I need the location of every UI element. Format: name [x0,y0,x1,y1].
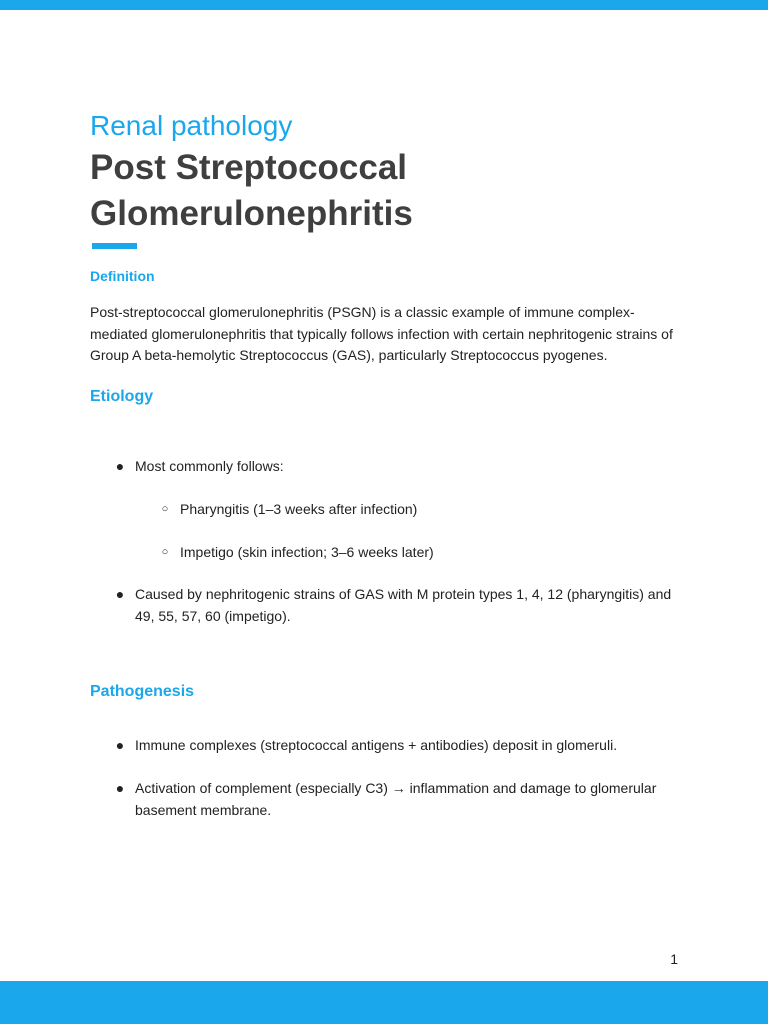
list-item [113,735,683,757]
sub-list-item [158,542,678,564]
top-accent-bar [0,0,768,10]
list-item-text: Caused by nephritogenic strains of GAS with M protein types 1, 4, 12 (pharyngitis) and 49, 55, 57, 60 (impetigo). [135,586,672,624]
pathogenesis-heading: Pathogenesis [90,683,195,700]
definition-heading: Definition [90,268,155,284]
bullet-icon: ● [115,586,125,602]
bullet-icon: ● [115,780,125,796]
document-category: Renal pathology [90,110,293,141]
hollow-bullet-icon: ○ [161,503,169,515]
bottom-accent-bar [0,981,768,1024]
list-item [113,456,683,478]
definition-paragraph: Post-streptococcal glomerulonephritis (PSGN) is a classic example of immune complex-mediated glomerulonephritis that typically follows infection with certain nephritogenic strains of Group A beta-hemolytic Streptococcus (GAS), particularly Streptococcus pyogenes. [90,304,673,363]
title-underline [92,243,137,249]
bullet-icon: ● [115,737,125,753]
list-item-text: Activation of complement (especially C3) → inflammation and damage to glomerular basement membrane. [135,780,657,818]
sub-list-item-text: Impetigo (skin infection; 3–6 weeks later) [180,544,434,560]
bullet-icon: ● [115,458,125,474]
list-item-text: Immune complexes (streptococcal antigens + antibodies) deposit in glomeruli. [135,737,618,753]
document-title: Post Streptococcal Glomerulonephritis [90,148,413,233]
list-item [113,584,683,627]
sub-list-item [158,499,678,521]
hollow-bullet-icon: ○ [161,546,169,558]
page-number: 1 [670,951,678,967]
sub-list-item-text: Pharyngitis (1–3 weeks after infection) [180,501,418,517]
etiology-heading: Etiology [90,388,154,405]
list-item [113,778,683,821]
list-item-text: Most commonly follows: [135,458,284,474]
